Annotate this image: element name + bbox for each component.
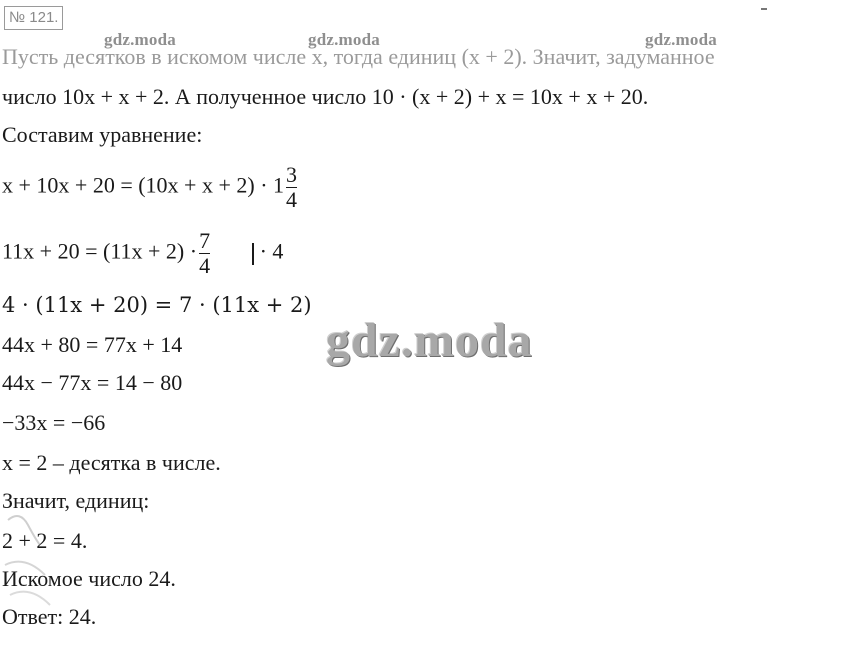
multiply-bar — [252, 243, 254, 265]
fraction-numerator: 7 — [199, 228, 211, 253]
watermark-top-3: gdz.moda — [645, 30, 717, 49]
equation-line-12: 2 + 2 = 4. — [2, 528, 88, 553]
equation-line-6: 4 · (11x + 20) = 7 · (11x + 2) — [2, 293, 312, 317]
fraction-denominator: 4 — [199, 253, 211, 278]
text-line-13: Искомое число 24. — [2, 566, 176, 591]
fraction-denominator: 4 — [286, 187, 298, 212]
text-line-2: число 10x + x + 2. А полученное число 10 · (x + 2) + x = 10x + x + 20. — [2, 84, 649, 109]
multiply-by-4: · 4 — [259, 238, 284, 264]
answer-line: Ответ: 24. — [2, 604, 97, 629]
text-line-3: Составим уравнение: — [2, 122, 203, 147]
equation-line-4 — [2, 164, 299, 211]
watermark-top-2: gdz.moda — [308, 30, 380, 49]
equation-line-9: −33x = −66 — [2, 410, 106, 435]
watermark-center: gdz.moda — [326, 314, 533, 367]
watermark-top-1: gdz.moda — [104, 30, 176, 49]
fraction-3-4 — [286, 164, 297, 211]
equation-line-8: 44x − 77x = 14 − 80 — [2, 370, 183, 395]
equation-line-10: x = 2 – десятка в числе. — [2, 450, 221, 475]
fraction-7-4 — [199, 230, 210, 277]
equation-line-5 — [2, 230, 283, 277]
equation-5-lhs: 11x + 20 = (11x + 2) · — [2, 238, 198, 264]
text-line-1: Пусть десятков в искомом числе x, тогда единиц (x + 2). Значит, задуманное — [2, 44, 715, 69]
problem-number: № 121. — [4, 6, 63, 30]
fraction-numerator: 3 — [286, 162, 298, 187]
equation-line-7: 44x + 80 = 77x + 14 — [2, 332, 183, 357]
corner-mark — [761, 8, 767, 14]
pencil-scribble — [0, 505, 60, 625]
text-line-11: Значит, единиц: — [2, 488, 150, 513]
equation-4-lhs: x + 10x + 20 = (10x + x + 2) · 1 — [2, 172, 285, 198]
